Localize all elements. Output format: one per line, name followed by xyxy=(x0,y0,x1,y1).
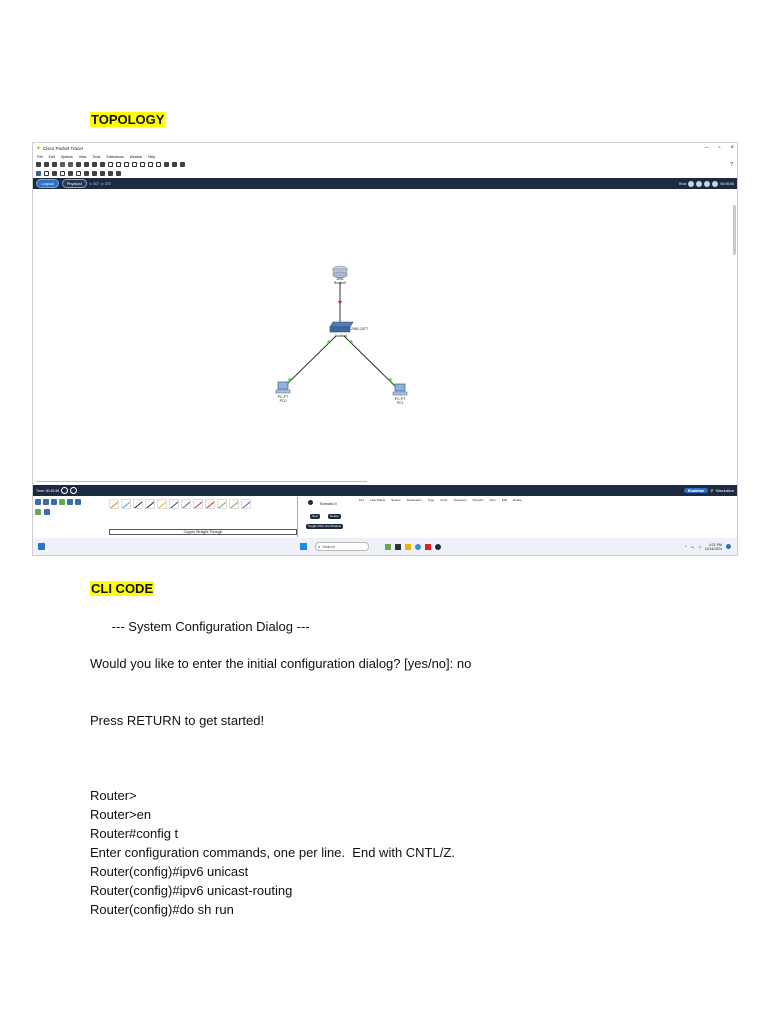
delete-scenario-button[interactable]: Delete xyxy=(330,514,339,518)
taskbar-browser-icon[interactable] xyxy=(415,544,421,550)
realtime-mode-button[interactable]: Realtime xyxy=(684,488,709,493)
cli-line: Enter configuration commands, one per line. End with CNTL/Z. xyxy=(90,845,455,860)
pc1-model-label: PC-PT xyxy=(394,397,406,401)
multiuser-icon[interactable] xyxy=(75,499,81,505)
menu-help[interactable]: Help xyxy=(148,154,156,159)
straight-through-cable-icon[interactable] xyxy=(133,499,143,509)
tray-date: 11/14/2024 xyxy=(704,546,722,551)
resize-icon[interactable] xyxy=(60,171,65,176)
image-icon[interactable] xyxy=(172,162,177,167)
windows-start-icon[interactable] xyxy=(300,543,307,550)
terminal-icon[interactable] xyxy=(180,162,185,167)
cli-line: Router#config t xyxy=(90,826,179,841)
logical-workspace[interactable] xyxy=(33,199,737,484)
router-name-label: Router0 xyxy=(333,281,347,285)
link-status-up-icon xyxy=(349,340,352,343)
tab-physical[interactable]: Physical xyxy=(62,179,87,188)
link-status-up-icon xyxy=(288,378,291,381)
complex-pdu-icon[interactable] xyxy=(116,171,121,176)
fast-forward-icon[interactable] xyxy=(70,487,77,494)
secondary-toolbar xyxy=(33,169,737,178)
time-bar xyxy=(33,485,737,496)
activity-wizard-icon[interactable] xyxy=(68,162,73,167)
toggle-pdu-list-button[interactable]: Toggle PDU List Window xyxy=(308,524,342,528)
menu-tools[interactable]: Tools xyxy=(92,154,101,159)
back-icon[interactable] xyxy=(688,181,694,187)
tray-time: 4:21 PM xyxy=(708,542,722,547)
drawing-palette-icon[interactable] xyxy=(148,162,153,167)
new-scenario-button[interactable]: New xyxy=(312,514,319,518)
col-edit: Edit xyxy=(501,498,507,502)
taskbar-app-icon[interactable] xyxy=(385,544,391,550)
menu-options[interactable]: Options xyxy=(60,154,73,159)
console-cable-icon[interactable] xyxy=(121,499,131,509)
custom-device-icon[interactable] xyxy=(156,162,161,167)
router-model-label: 1941 xyxy=(336,277,344,281)
col-source: Source xyxy=(391,498,401,502)
inspect-icon[interactable] xyxy=(44,171,49,176)
copy-icon[interactable] xyxy=(92,162,97,167)
cli-line: Press RETURN to get started! xyxy=(90,713,265,728)
minimize-button[interactable]: – xyxy=(705,145,709,151)
packet-tracer-screenshot xyxy=(32,142,738,556)
window-title: Cisco Packet Tracer xyxy=(43,145,84,151)
system-tray xyxy=(685,543,737,551)
menu-file[interactable]: File xyxy=(37,154,43,159)
print-icon[interactable] xyxy=(60,162,65,167)
draw-ellipse-icon[interactable] xyxy=(92,171,97,176)
menubar xyxy=(33,153,737,160)
redo-icon[interactable] xyxy=(116,162,121,167)
pc1-name-label: PC1 xyxy=(396,401,404,405)
paste-icon[interactable] xyxy=(100,162,105,167)
cli-line: Router> xyxy=(90,788,137,803)
taskbar-search[interactable] xyxy=(315,542,369,551)
workspace-tabbar xyxy=(33,178,737,189)
usb-cable-icon[interactable] xyxy=(241,499,251,509)
pc0-model-label: PC-PT xyxy=(277,395,289,399)
windows-taskbar xyxy=(33,538,737,555)
user-profile-icon[interactable] xyxy=(84,162,89,167)
col-type: Type xyxy=(427,498,435,502)
cli-line: Router(config)#ipv6 unicast-routing xyxy=(90,883,293,898)
network-devices-icon[interactable] xyxy=(35,499,41,505)
fiber-cable-icon[interactable] xyxy=(157,499,167,509)
switch-name-label: Switch0 xyxy=(335,334,348,338)
misc-icon[interactable] xyxy=(67,499,73,505)
packet-tracer-logo-icon: ✦ xyxy=(36,145,42,152)
pc0-icon[interactable] xyxy=(276,382,290,393)
maximize-button[interactable]: ▫ xyxy=(718,145,721,151)
main-toolbar xyxy=(33,160,737,169)
device-panel xyxy=(33,496,737,538)
pc0-name-label: PC0 xyxy=(279,399,287,403)
cable-palette xyxy=(109,499,251,509)
cable-category-icon[interactable] xyxy=(35,509,41,515)
col-periodic: Periodic xyxy=(472,498,484,502)
link-switch-pc1 xyxy=(344,336,395,386)
widgets-icon[interactable] xyxy=(38,543,45,550)
time-label: Time: 00:10:56 xyxy=(36,488,60,493)
cli-line: Would you like to enter the initial configuration dialog? [yes/no]: no xyxy=(90,656,472,671)
crossover-cable-icon[interactable] xyxy=(145,499,155,509)
cli-code-heading: CLI CODE xyxy=(91,581,154,596)
taskbar-app-icon[interactable] xyxy=(395,544,401,550)
scenario-icon xyxy=(308,500,313,505)
menu-view[interactable]: View xyxy=(78,154,87,159)
cli-line: Router(config)#do sh run xyxy=(90,902,234,917)
switch-icon[interactable] xyxy=(330,322,353,332)
components-icon[interactable] xyxy=(51,499,57,505)
undo-icon[interactable] xyxy=(108,162,113,167)
network-info-icon[interactable] xyxy=(76,162,81,167)
link-status-down-icon xyxy=(338,301,342,305)
menu-extensions[interactable]: Extensions xyxy=(106,154,124,159)
draw-line-icon[interactable] xyxy=(76,171,81,176)
scenario-select[interactable]: Scenario 0 xyxy=(320,502,337,506)
root-label: Root xyxy=(678,181,687,186)
open-file-icon[interactable] xyxy=(44,162,49,167)
save-icon[interactable] xyxy=(52,162,57,167)
zoom-reset-icon[interactable] xyxy=(132,162,137,167)
menu-window[interactable]: Window xyxy=(129,154,143,159)
vertical-scrollbar[interactable] xyxy=(733,205,736,255)
wireless-category-icon[interactable] xyxy=(44,509,50,515)
col-destination: Destination xyxy=(406,498,422,502)
workspace-clock: 00:40:50 xyxy=(720,181,734,186)
pc1-icon[interactable] xyxy=(393,384,407,395)
tab-logical[interactable]: Logical xyxy=(36,179,59,188)
col-delete: Delete xyxy=(513,498,522,502)
environment-icon[interactable] xyxy=(712,181,718,187)
delete-icon[interactable] xyxy=(52,171,57,176)
menu-edit[interactable]: Edit xyxy=(48,154,55,159)
serial-dte-cable-icon[interactable] xyxy=(205,499,215,509)
add-pdu-icon[interactable] xyxy=(108,171,113,176)
octal-cable-icon[interactable] xyxy=(217,499,227,509)
connections-icon[interactable] xyxy=(59,499,65,505)
col-num: Num xyxy=(489,498,496,502)
scenario-panel xyxy=(297,497,356,537)
topology-heading: TOPOLOGY xyxy=(91,112,165,127)
search-placeholder: Search xyxy=(322,544,335,549)
iot-cable-icon[interactable] xyxy=(229,499,239,509)
cli-line: Router(config)#ipv6 unicast xyxy=(90,864,249,879)
cluster-icon[interactable] xyxy=(696,181,702,187)
horizontal-scrollbar[interactable] xyxy=(37,481,367,483)
freeform-icon[interactable] xyxy=(100,171,105,176)
cli-line: --- System Configuration Dialog --- xyxy=(90,619,310,634)
serial-dce-cable-icon[interactable] xyxy=(193,499,203,509)
power-cycle-icon[interactable] xyxy=(61,487,68,494)
simulation-mode-button[interactable]: Simulation xyxy=(715,488,734,493)
simulation-icon: ⚲ xyxy=(710,488,714,493)
selected-cable-name: Copper Straight-Through xyxy=(109,529,297,535)
cli-line: Router>en xyxy=(90,807,152,822)
link-switch-pc0 xyxy=(285,336,336,386)
viewport-icon[interactable] xyxy=(704,181,710,187)
help-icon[interactable]: ? xyxy=(730,161,733,168)
link-status-up-icon xyxy=(327,340,330,343)
device-icon[interactable] xyxy=(164,162,169,167)
col-time: Time(sec) xyxy=(453,498,467,502)
pt-titlebar xyxy=(33,143,737,153)
phone-cable-icon[interactable] xyxy=(169,499,179,509)
taskbar-app-icon[interactable] xyxy=(425,544,431,550)
volume-icon[interactable]: ◁ xyxy=(698,544,701,549)
taskbar-packet-tracer-icon[interactable] xyxy=(435,544,441,550)
zoom-out-icon[interactable] xyxy=(140,162,145,167)
pdu-list-header xyxy=(359,498,522,502)
col-last-status: Last Status xyxy=(370,498,386,502)
close-button[interactable]: × xyxy=(730,145,734,151)
link-status-up-icon xyxy=(388,378,391,381)
taskbar-explorer-icon[interactable] xyxy=(405,544,411,550)
switch-model-label: 2960-24TT xyxy=(351,327,369,331)
new-file-icon[interactable] xyxy=(36,162,41,167)
note-icon[interactable] xyxy=(68,171,73,176)
auto-cable-icon[interactable] xyxy=(109,499,119,509)
col-color: Color xyxy=(440,498,448,502)
network-icon[interactable]: ▭ xyxy=(690,544,695,549)
end-devices-icon[interactable] xyxy=(43,499,49,505)
zoom-in-icon[interactable] xyxy=(124,162,129,167)
col-fire: Fire xyxy=(359,498,365,502)
select-tool-icon[interactable] xyxy=(36,171,41,176)
notification-icon[interactable] xyxy=(726,544,731,549)
topology-diagram xyxy=(33,199,737,484)
draw-rectangle-icon[interactable] xyxy=(84,171,89,176)
coaxial-cable-icon[interactable] xyxy=(181,499,191,509)
tray-chevron-icon[interactable]: ^ xyxy=(685,544,687,549)
search-icon: ⌕ xyxy=(318,544,321,549)
cursor-position: x: 307, y: 370 xyxy=(89,181,111,186)
